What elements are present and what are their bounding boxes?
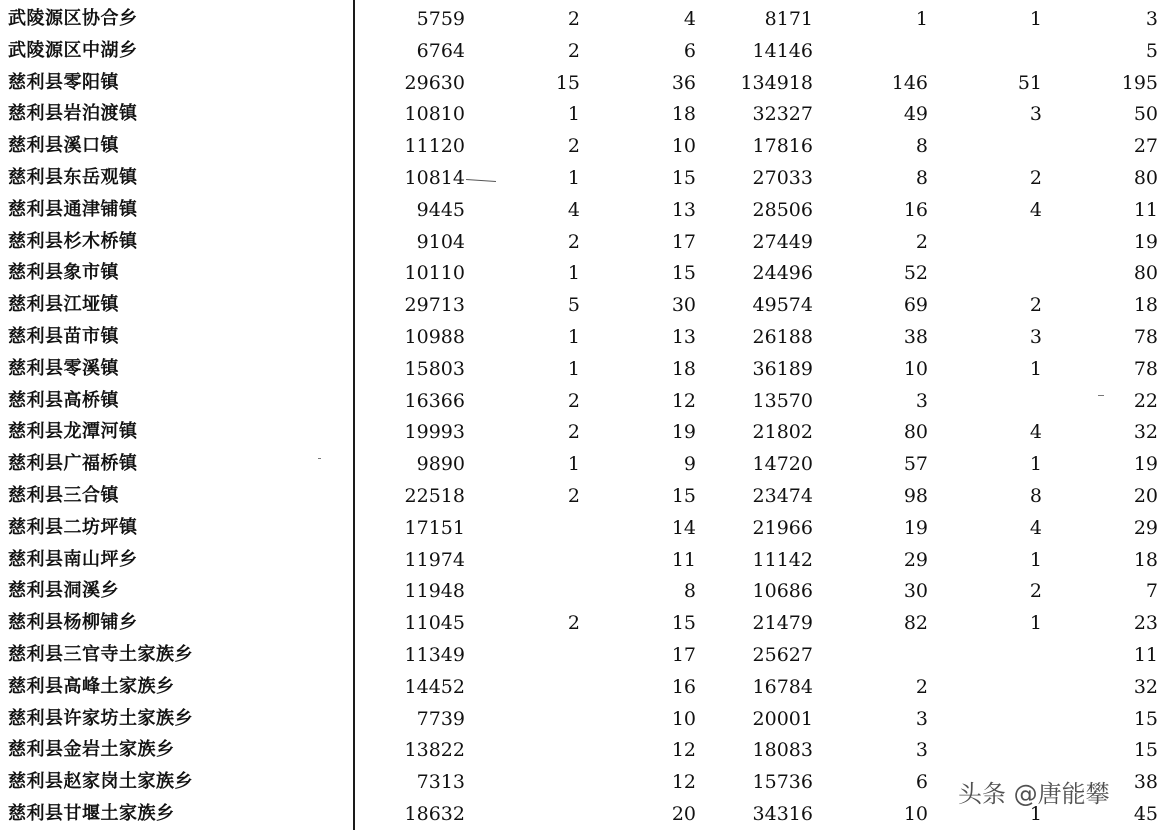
value-cell: 2 [567,485,580,507]
place-name: 慈利县金岩土家族乡 [8,739,175,761]
value-cell: 1 [1029,357,1042,380]
table-row [0,3,1168,35]
value-cell: 2 [567,135,580,158]
value-cell: 34316 [752,803,813,825]
value-cell: 4 [1029,198,1042,221]
value-cell [520,734,580,766]
value-cell: 1 [567,326,580,348]
table-row [0,130,1168,162]
table-row [0,67,1168,99]
value-cell: 21479 [752,612,813,635]
value-cell: 6 [915,771,928,794]
place-name: 慈利县龙潭河镇 [8,421,138,443]
value-cell: 2 [915,230,928,253]
table-row [0,512,1168,544]
value-cell: 22 [1133,389,1158,412]
value-cell: 4 [1029,421,1042,444]
value-cell: 5759 [416,8,465,30]
place-name: 慈利县溪口镇 [8,135,119,157]
value-cell [980,226,1042,258]
value-cell: 36189 [752,357,813,380]
value-cell [520,575,580,607]
value-cell: 15 [1133,707,1158,730]
value-cell: 5 [1145,39,1158,62]
place-name: 慈利县南山坪乡 [8,548,138,570]
value-cell: 3 [915,389,928,412]
table-row [0,703,1168,735]
scan-speck [318,458,321,459]
table-row [0,480,1168,512]
value-cell: 11 [671,548,696,571]
value-cell: 1 [1029,612,1042,635]
value-cell [980,734,1042,766]
place-name: 慈利县江垭镇 [8,294,119,316]
value-cell: 1 [1029,8,1042,30]
value-cell: 13822 [404,739,465,762]
value-cell: 80 [1133,167,1158,189]
value-cell: 98 [903,485,928,507]
value-cell: 10 [903,357,928,380]
value-cell: 29 [903,548,928,571]
table-row [0,416,1168,448]
value-cell: 24496 [752,262,813,285]
table-row [0,544,1168,576]
value-cell: 17816 [752,135,813,158]
value-cell: 17 [671,644,696,666]
place-name: 慈利县零溪镇 [8,357,119,379]
value-cell: 195 [1121,71,1158,94]
value-cell: 9104 [416,230,465,253]
value-cell: 21966 [752,516,813,539]
table-row [0,226,1168,258]
value-cell: 45 [1133,803,1158,825]
table-row [0,639,1168,671]
value-cell: 10 [671,707,696,730]
value-cell: 4 [567,198,580,221]
value-cell: 9 [683,453,696,476]
value-cell: 2 [567,8,580,30]
value-cell: 134918 [740,71,813,94]
value-cell [980,703,1042,735]
value-cell: 17151 [404,516,465,539]
value-cell: 8 [683,580,696,603]
value-cell: 2 [567,230,580,253]
value-cell: 10686 [752,580,813,603]
value-cell: 2 [1029,580,1042,603]
value-cell [980,35,1042,67]
value-cell: 19 [671,421,696,444]
value-cell: 8171 [764,8,813,30]
place-name: 武陵源区中湖乡 [8,39,138,61]
value-cell: 18083 [752,739,813,762]
value-cell: 82 [903,612,928,635]
value-cell: 38 [903,326,928,348]
value-cell [980,639,1042,671]
value-cell: 15 [555,71,580,94]
table-row [0,448,1168,480]
value-cell: 2 [915,675,928,698]
table-row [0,162,1168,194]
value-cell [860,35,928,67]
value-cell: 28506 [752,198,813,221]
value-cell: 29 [1133,516,1158,539]
place-name: 慈利县通津铺镇 [8,198,138,220]
value-cell: 6764 [416,39,465,62]
value-cell: 11045 [404,612,465,635]
value-cell: 13 [671,198,696,221]
value-cell: 3 [1145,8,1158,30]
value-cell: 15803 [404,357,465,380]
value-cell: 5 [567,294,580,317]
value-cell: 15 [671,612,696,635]
value-cell: 29713 [404,294,465,317]
value-cell: 10810 [404,103,465,126]
value-cell: 16784 [752,675,813,698]
value-cell: 57 [903,453,928,476]
value-cell: 36 [671,71,696,94]
value-cell: 1 [1029,548,1042,571]
value-cell: 3 [915,739,928,762]
value-cell: 15 [671,262,696,285]
table-row [0,607,1168,639]
value-cell: 30 [903,580,928,603]
place-name: 慈利县苗市镇 [8,326,119,347]
value-cell: 15 [671,485,696,507]
value-cell: 7739 [416,707,465,730]
value-cell: 32327 [752,103,813,126]
value-cell: 1 [567,262,580,285]
value-cell: 18632 [404,803,465,825]
value-cell: 14146 [752,39,813,62]
value-cell [520,766,580,798]
value-cell: 2 [567,39,580,62]
value-cell [980,385,1042,417]
value-cell: 52 [903,262,928,285]
place-name: 慈利县高峰土家族乡 [8,675,175,697]
value-cell: 22518 [404,485,465,507]
value-cell: 25627 [752,644,813,666]
value-cell: 2 [1029,294,1042,317]
value-cell: 4 [683,8,696,30]
table-row [0,734,1168,766]
value-cell: 18 [671,357,696,380]
value-cell: 14 [671,516,696,539]
value-cell: 2 [567,389,580,412]
value-cell: 7 [1145,580,1158,603]
value-cell: 8 [915,167,928,189]
value-cell: 11948 [404,580,465,603]
value-cell: 20 [671,803,696,825]
value-cell: 2 [1029,167,1042,189]
value-cell: 1 [915,8,928,30]
value-cell [980,130,1042,162]
value-cell: 1 [1029,803,1042,825]
value-cell: 49 [903,103,928,126]
place-name: 慈利县岩泊渡镇 [8,103,138,125]
value-cell [980,671,1042,703]
value-cell: 15 [1133,739,1158,762]
value-cell [980,257,1042,289]
value-cell: 12 [671,771,696,794]
value-cell: 19993 [404,421,465,444]
value-cell: 20001 [752,707,813,730]
value-cell: 80 [1133,262,1158,285]
value-cell: 23474 [752,485,813,507]
value-cell: 20 [1133,485,1158,507]
value-cell: 10 [903,803,928,825]
value-cell: 9890 [416,453,465,476]
value-cell: 12 [671,389,696,412]
value-cell [520,639,580,671]
value-cell: 49574 [752,294,813,317]
value-cell: 69 [903,294,928,317]
place-name: 慈利县甘堰土家族乡 [8,803,175,824]
value-cell: 18 [1133,548,1158,571]
value-cell: 8 [915,135,928,158]
value-cell [520,703,580,735]
value-cell: 10988 [404,326,465,348]
table-row [0,194,1168,226]
value-cell: 8 [1029,485,1042,507]
value-cell: 78 [1133,326,1158,348]
value-cell: 30 [671,294,696,317]
value-cell: 29630 [404,71,465,94]
value-cell: 1 [1029,453,1042,476]
table-row [0,353,1168,385]
value-cell: 10 [671,135,696,158]
value-cell: 3 [1029,326,1042,348]
table-row [0,257,1168,289]
value-cell: 19 [1133,453,1158,476]
place-name: 慈利县高桥镇 [8,389,119,411]
place-name: 慈利县赵家岗土家族乡 [8,771,193,793]
place-name: 武陵源区协合乡 [8,8,138,29]
value-cell: 80 [903,421,928,444]
place-name: 慈利县洞溪乡 [8,580,119,602]
place-name: 慈利县东岳观镇 [8,167,138,188]
value-cell: 19 [1133,230,1158,253]
value-cell: 6 [683,39,696,62]
value-cell: 146 [891,71,928,94]
value-cell: 18 [671,103,696,126]
value-cell: 26188 [752,326,813,348]
table-row [0,575,1168,607]
value-cell: 32 [1133,421,1158,444]
value-cell: 11142 [752,548,813,571]
value-cell: 23 [1133,612,1158,635]
value-cell: 78 [1133,357,1158,380]
place-name: 慈利县象市镇 [8,262,119,284]
place-name: 慈利县杉木桥镇 [8,230,138,252]
value-cell: 27033 [752,167,813,189]
table-row [0,671,1168,703]
value-cell [520,512,580,544]
value-cell: 27 [1133,135,1158,158]
value-cell: 11974 [404,548,465,571]
place-name: 慈利县许家坊土家族乡 [8,707,193,729]
place-name: 慈利县三合镇 [8,485,119,506]
value-cell [520,544,580,576]
value-cell: 21802 [752,421,813,444]
value-cell [520,798,580,830]
value-cell: 10814 [404,167,465,189]
table-row [0,289,1168,321]
value-cell: 11120 [404,135,465,158]
place-name: 慈利县杨柳铺乡 [8,612,138,634]
value-cell: 11349 [404,644,465,666]
value-cell: 32 [1133,675,1158,698]
place-name: 慈利县零阳镇 [8,71,119,93]
value-cell: 13 [671,326,696,348]
value-cell: 17 [671,230,696,253]
table-row [0,35,1168,67]
value-cell: 3 [1029,103,1042,126]
value-cell: 51 [1017,71,1042,94]
value-cell: 2 [567,421,580,444]
value-cell: 1 [567,167,580,189]
value-cell: 4 [1029,516,1042,539]
value-cell: 18 [1133,294,1158,317]
value-cell: 14452 [404,675,465,698]
value-cell [860,639,928,671]
table-row [0,321,1168,353]
table-row [0,385,1168,417]
value-cell: 3 [915,707,928,730]
value-cell: 13570 [752,389,813,412]
value-cell [520,671,580,703]
value-cell: 16366 [404,389,465,412]
place-name: 慈利县三官寺土家族乡 [8,644,193,665]
value-cell: 12 [671,739,696,762]
value-cell: 11 [1133,198,1158,221]
table-row [0,98,1168,130]
value-cell: 16 [903,198,928,221]
value-cell: 38 [1133,771,1158,794]
value-cell: 16 [671,675,696,698]
value-cell: 1 [567,453,580,476]
value-cell: 1 [567,357,580,380]
value-cell: 27449 [752,230,813,253]
value-cell: 15 [671,167,696,189]
value-cell: 9445 [416,198,465,221]
value-cell: 15736 [752,771,813,794]
value-cell: 7313 [416,771,465,794]
value-cell: 50 [1133,103,1158,126]
place-name: 慈利县广福桥镇 [8,453,138,475]
scan-speck [1098,395,1104,396]
place-name: 慈利县二坊坪镇 [8,516,138,538]
value-cell: 1 [567,103,580,126]
value-cell: 14720 [752,453,813,476]
value-cell: 19 [903,516,928,539]
value-cell: 10110 [404,262,465,285]
value-cell: 2 [567,612,580,635]
watermark: 头条 @唐能攀 [958,780,1110,808]
value-cell: 11 [1133,644,1158,666]
